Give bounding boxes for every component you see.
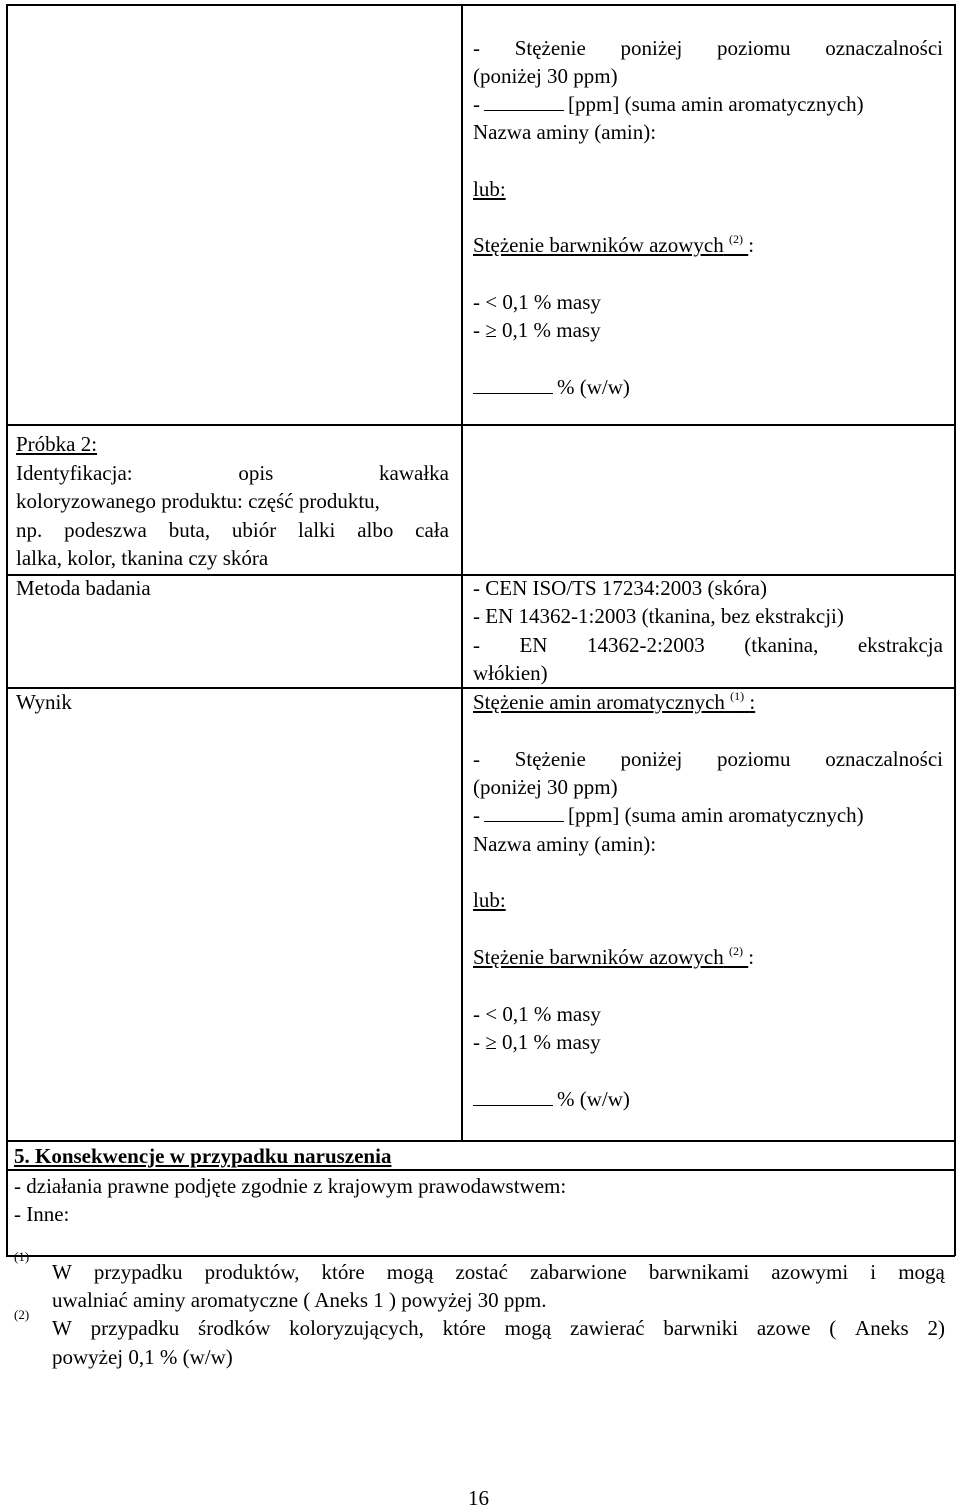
word: - <box>473 36 480 60</box>
method-label: Metoda badania <box>16 576 151 600</box>
table-border-mid <box>461 4 463 1140</box>
word: poziomu <box>717 747 791 771</box>
b1-line1 <box>473 34 943 62</box>
sample2-id-line3 <box>16 516 449 544</box>
section5-title: 5. Konsekwencje w przypadku naruszenia <box>14 1144 392 1168</box>
word: kawałka <box>379 461 449 485</box>
footnote1-line2: uwalniać aminy aromatyczne ( Aneks 1 ) powyżej 30 ppm. <box>52 1288 547 1312</box>
table-border-right <box>954 4 956 1256</box>
word: azowymi <box>771 1260 849 1284</box>
b1-azo: Stężenie barwników azowych $^{(2)}$ : <box>473 232 755 257</box>
table-border-top <box>6 4 955 6</box>
word: oznaczalności <box>825 747 943 771</box>
footnote2-line1 <box>52 1314 945 1342</box>
footnote1-mark: (1) <box>14 1249 30 1264</box>
word: poniżej <box>620 36 683 60</box>
word: albo <box>357 518 394 542</box>
word: które <box>321 1260 365 1284</box>
word: - <box>473 633 480 657</box>
result-ge: - ≥ 0,1 % masy <box>473 1030 601 1054</box>
b1-ww-blank[interactable] <box>473 375 553 394</box>
word: 14362-2:2003 <box>586 633 705 657</box>
word: np. <box>16 518 43 542</box>
section5-border-left <box>6 1140 8 1256</box>
word: barwniki <box>663 1316 739 1340</box>
word: W <box>52 1260 72 1284</box>
word: zabarwione <box>530 1260 627 1284</box>
word: W <box>52 1316 72 1340</box>
word: lalki <box>298 518 336 542</box>
word: przypadku <box>93 1260 183 1284</box>
method-m4: włókien) <box>473 661 548 685</box>
word: cała <box>415 518 449 542</box>
word: ubiór <box>231 518 277 542</box>
section5-line1: - działania prawne podjęte zgodnie z krajowym prawodawstwem: <box>14 1174 567 1198</box>
result-azo: Stężenie barwników azowych $^{(2)}$ : <box>473 944 755 969</box>
result-amin: Stężenie amin aromatycznych $^{(1)}$ : <box>473 689 756 714</box>
word: Stężenie <box>514 36 586 60</box>
footnote2-line2: powyżej 0,1 % (w/w) <box>52 1345 233 1369</box>
b1-ge: - ≥ 0,1 % masy <box>473 318 601 342</box>
b1-line3: - [ppm] (suma amin aromatycznych) <box>473 92 864 116</box>
word: Aneks <box>855 1316 909 1340</box>
word: środków <box>198 1316 271 1340</box>
word: mogą <box>386 1260 434 1284</box>
word: azowe <box>756 1316 811 1340</box>
word: mogą <box>504 1316 552 1340</box>
b1-line2: (poniżej 30 ppm) <box>473 64 618 88</box>
word: barwnikami <box>648 1260 750 1284</box>
sample2-id-line4: lalka, kolor, tkanina czy skóra <box>16 546 269 570</box>
word: EN <box>519 633 548 657</box>
table-border-left <box>6 4 8 1140</box>
word: poziomu <box>717 36 791 60</box>
result-ppm-blank[interactable] <box>484 803 564 822</box>
word: które <box>442 1316 486 1340</box>
word: (tkanina, <box>744 633 819 657</box>
word: oznaczalności <box>825 36 943 60</box>
word: zawierać <box>570 1316 645 1340</box>
method-m1: - CEN ISO/TS 17234:2003 (skóra) <box>473 576 767 600</box>
sample2-id-line1 <box>16 459 449 487</box>
sample2-title: Próbka 2: <box>16 432 98 456</box>
b1-lub: lub: <box>473 177 506 201</box>
result-line3: - [ppm] (suma amin aromatycznych) <box>473 803 864 827</box>
page-number: 16 <box>468 1486 489 1510</box>
word: podeszwa <box>64 518 147 542</box>
word: koloryzujących, <box>289 1316 424 1340</box>
result-lub: lub: <box>473 888 506 912</box>
row-divider-1 <box>6 424 955 426</box>
word: ( <box>829 1316 837 1340</box>
word: poniżej <box>620 747 683 771</box>
result-lt: - < 0,1 % masy <box>473 1002 601 1026</box>
table-border-bottom <box>6 1255 955 1257</box>
method-m3 <box>473 631 943 659</box>
result-line1 <box>473 745 943 773</box>
result-line1-text <box>473 745 943 773</box>
result-label: Wynik <box>16 690 72 714</box>
footnote1-line1 <box>52 1258 945 1286</box>
footnote2-mark: (2) <box>14 1307 30 1322</box>
b1-ww: % (w/w) <box>473 373 630 401</box>
result-line4: Nazwa aminy (amin): <box>473 832 657 856</box>
word: przypadku <box>90 1316 180 1340</box>
word: i <box>870 1260 877 1284</box>
result-line2: (poniżej 30 ppm) <box>473 775 618 799</box>
word: zostać <box>455 1260 508 1284</box>
b1-ppm-blank[interactable] <box>484 92 564 111</box>
sample2-id-line2: koloryzowanego produktu: część produktu, <box>16 489 380 513</box>
section5-line2: - Inne: <box>14 1202 70 1226</box>
word: 2) <box>927 1316 945 1340</box>
b1-lt: - < 0,1 % masy <box>473 290 601 314</box>
word: Stężenie <box>514 747 586 771</box>
result-ww-blank[interactable] <box>473 1087 553 1106</box>
result-ww: % (w/w) <box>473 1085 630 1113</box>
word: opis <box>238 461 274 485</box>
word: ekstrakcja <box>857 633 943 657</box>
word: produktów, <box>204 1260 300 1284</box>
word: Identyfikacja: <box>16 461 133 485</box>
word: - <box>473 747 480 771</box>
word: mogą <box>898 1260 945 1284</box>
b1-line4: Nazwa aminy (amin): <box>473 120 657 144</box>
word: buta, <box>168 518 211 542</box>
method-m2: - EN 14362-1:2003 (tkanina, bez ekstrakcji) <box>473 604 844 628</box>
